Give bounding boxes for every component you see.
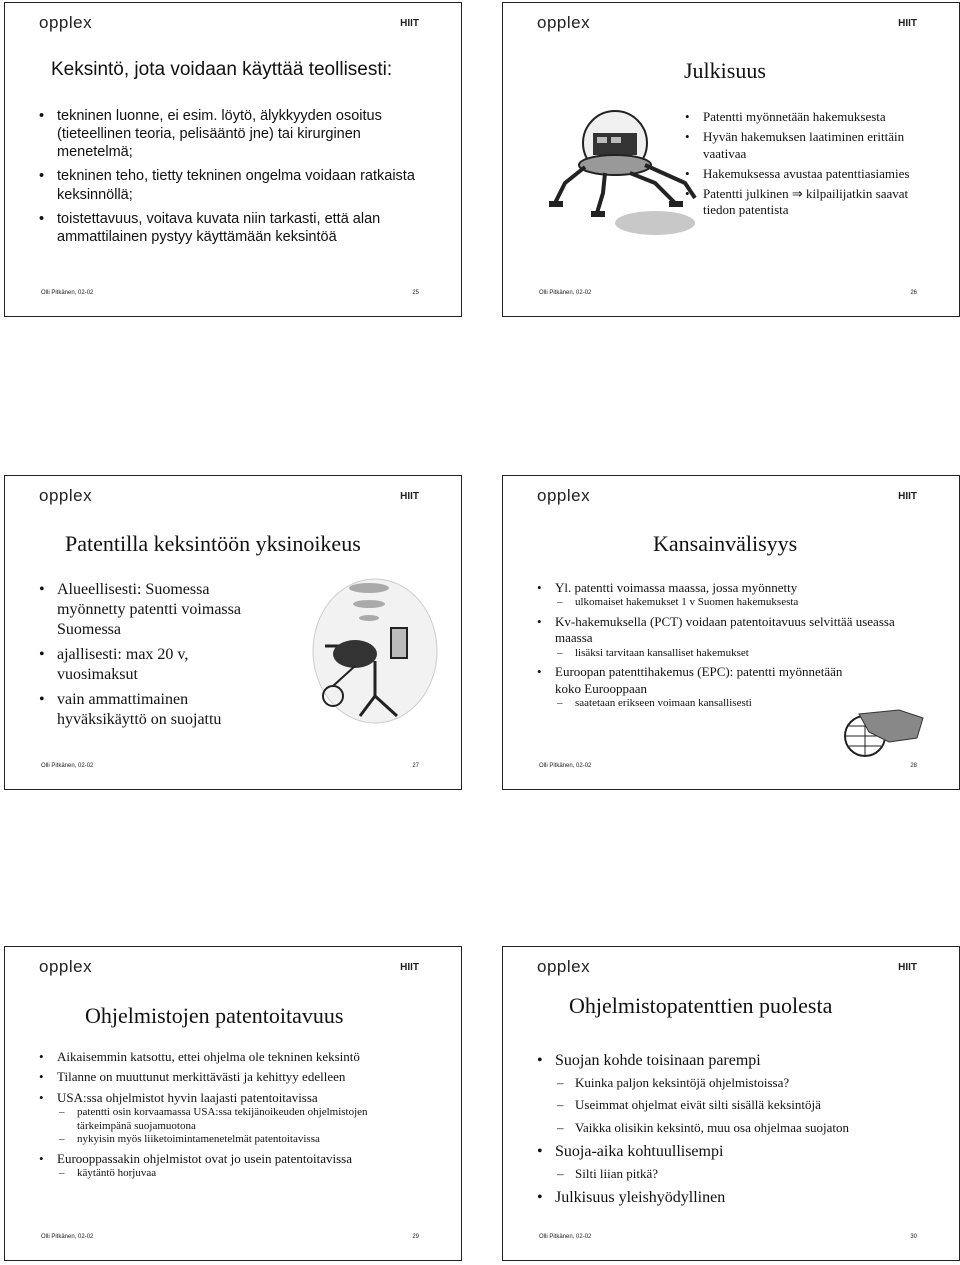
list-item: • Hyvän hakemuksen laatiminen erittäin vaativaa — [685, 129, 925, 162]
opplex-logo: opplex — [39, 957, 93, 976]
slide-number: 30 — [910, 1234, 917, 1240]
bullet-list — [39, 580, 259, 730]
slide-number: 28 — [910, 763, 917, 769]
list-item: – Useimmat ohjelmat eivät silti sisällä keksintöjä — [537, 1097, 927, 1113]
slide-author: Olli Pitkänen, 02-02 — [41, 763, 94, 769]
list-item: • ajallisesti: max 20 v, vuosimaksut — [39, 645, 259, 685]
slide-author: Olli Pitkänen, 02-02 — [41, 1234, 94, 1240]
hiit-label: HIIT — [400, 18, 419, 29]
list-item: • Patentti myönnetään hakemuksesta — [685, 109, 925, 125]
list-item: • Julkisuus yleishyödyllinen — [537, 1188, 927, 1208]
list-item: • tekninen teho, tietty tekninen ongelma voidaan ratkaista keksinnöllä; — [39, 167, 431, 203]
list-item: – käytäntö horjuvaa — [39, 1167, 424, 1181]
opplex-logo: opplex — [537, 13, 591, 32]
slide-title: Julkisuus — [684, 58, 766, 83]
list-item: • Kv-hakemuksella (PCT) voidaan patentoitavuus selvittää useassa maassa — [537, 614, 927, 647]
list-item: • Euroopan patenttihakemus (EPC): patentti myönnetään koko Eurooppaan — [537, 664, 927, 697]
slide-27 — [4, 475, 462, 790]
opplex-logo: opplex — [537, 957, 591, 976]
list-item: • Hakemuksessa avustaa patenttiasiamies — [685, 166, 925, 182]
list-item: – Vaikka olisikin keksintö, muu osa ohjelmaa suojaton — [537, 1120, 927, 1136]
slide-number: 25 — [412, 290, 419, 296]
slide-number: 26 — [910, 290, 917, 296]
hiit-label: HIIT — [898, 18, 917, 29]
list-item: – nykyisin myös liiketoimintamenetelmät patentoitavissa — [39, 1133, 424, 1147]
slide-number: 27 — [412, 763, 419, 769]
list-item: • Patentti julkinen ⇒ kilpailijatkin saavat tiedon patentista — [685, 186, 925, 219]
hiit-label: HIIT — [400, 491, 419, 502]
list-item: – lisäksi tarvitaan kansalliset hakemukset — [537, 647, 927, 661]
list-item: • Aikaisemmin katsottu, ettei ohjelma ole tekninen keksintö — [39, 1049, 424, 1065]
slide-title: Ohjelmistopatenttien puolesta — [569, 993, 833, 1018]
slide-number: 29 — [412, 1234, 419, 1240]
opplex-logo: opplex — [39, 13, 93, 32]
slide-title: Patentilla keksintöön yksinoikeus — [65, 531, 361, 556]
slide-title: Ohjelmistojen patentoitavuus — [85, 1003, 344, 1028]
slide-29 — [4, 946, 462, 1261]
list-item: – Silti liian pitkä? — [537, 1166, 927, 1182]
list-item: • vain ammattimainen hyväksikäyttö on suojattu — [39, 690, 259, 730]
list-item: • Eurooppassakin ohjelmistot ovat jo usein patentoitavissa — [39, 1151, 424, 1167]
slide-author: Olli Pitkänen, 02-02 — [539, 1234, 592, 1240]
list-item: – ulkomaiset hakemukset 1 v Suomen hakemuksesta — [537, 596, 927, 610]
slide-26 — [502, 2, 960, 317]
hiit-label: HIIT — [400, 962, 419, 973]
hiit-label: HIIT — [898, 962, 917, 973]
opplex-logo: opplex — [537, 486, 591, 505]
list-item: • toistettavuus, voitava kuvata niin tarkasti, että alan ammattilainen pystyy käyttämään keksintöä — [39, 210, 431, 246]
list-item: • Suoja-aika kohtuullisempi — [537, 1142, 927, 1162]
list-item: – Kuinka paljon keksintöjä ohjelmistoissa? — [537, 1075, 927, 1091]
bullet-list — [537, 1051, 927, 1208]
slide-28 — [502, 475, 960, 790]
slide-25 — [4, 2, 462, 317]
list-item: • Suojan kohde toisinaan parempi — [537, 1051, 927, 1071]
globe-clipart — [839, 708, 929, 758]
list-item: • tekninen luonne, ei esim. löytö, älykkyyden osoitus (tieteellinen teoria, pelisääntö jne) tai kirurginen menetelmä; — [39, 107, 431, 161]
list-item: • Yl. patentti voimassa maassa, jossa myönnetty — [537, 580, 927, 596]
list-item: – saatetaan erikseen voimaan kansallisesti — [537, 697, 927, 711]
slide-title: Keksintö, jota voidaan käyttää teollisesti: — [51, 59, 393, 80]
list-item: – patentti osin korvaamassa USA:ssa tekijänoikeuden ohjelmistojen tärkeimpänä suojamuotona — [39, 1106, 424, 1134]
list-item: • Tilanne on muuttunut merkittävästi ja kehittyy edelleen — [39, 1069, 424, 1085]
opplex-logo: opplex — [39, 486, 93, 505]
bullet-list — [685, 109, 925, 219]
slide-author: Olli Pitkänen, 02-02 — [539, 290, 592, 296]
slide-30 — [502, 946, 960, 1261]
bullet-list — [39, 107, 431, 246]
slide-author: Olli Pitkänen, 02-02 — [41, 290, 94, 296]
list-item: • USA:ssa ohjelmistot hyvin laajasti patentoitavissa — [39, 1090, 424, 1106]
bullet-list — [39, 1049, 424, 1181]
list-item: • Alueellisesti: Suomessa myönnetty patentti voimassa Suomessa — [39, 580, 259, 640]
bullet-list — [537, 580, 927, 711]
robot-clipart — [545, 103, 705, 243]
slide-author: Olli Pitkänen, 02-02 — [539, 763, 592, 769]
slide-title: Kansainvälisyys — [653, 531, 798, 556]
hiit-label: HIIT — [898, 491, 917, 502]
machine-clipart — [305, 576, 445, 726]
